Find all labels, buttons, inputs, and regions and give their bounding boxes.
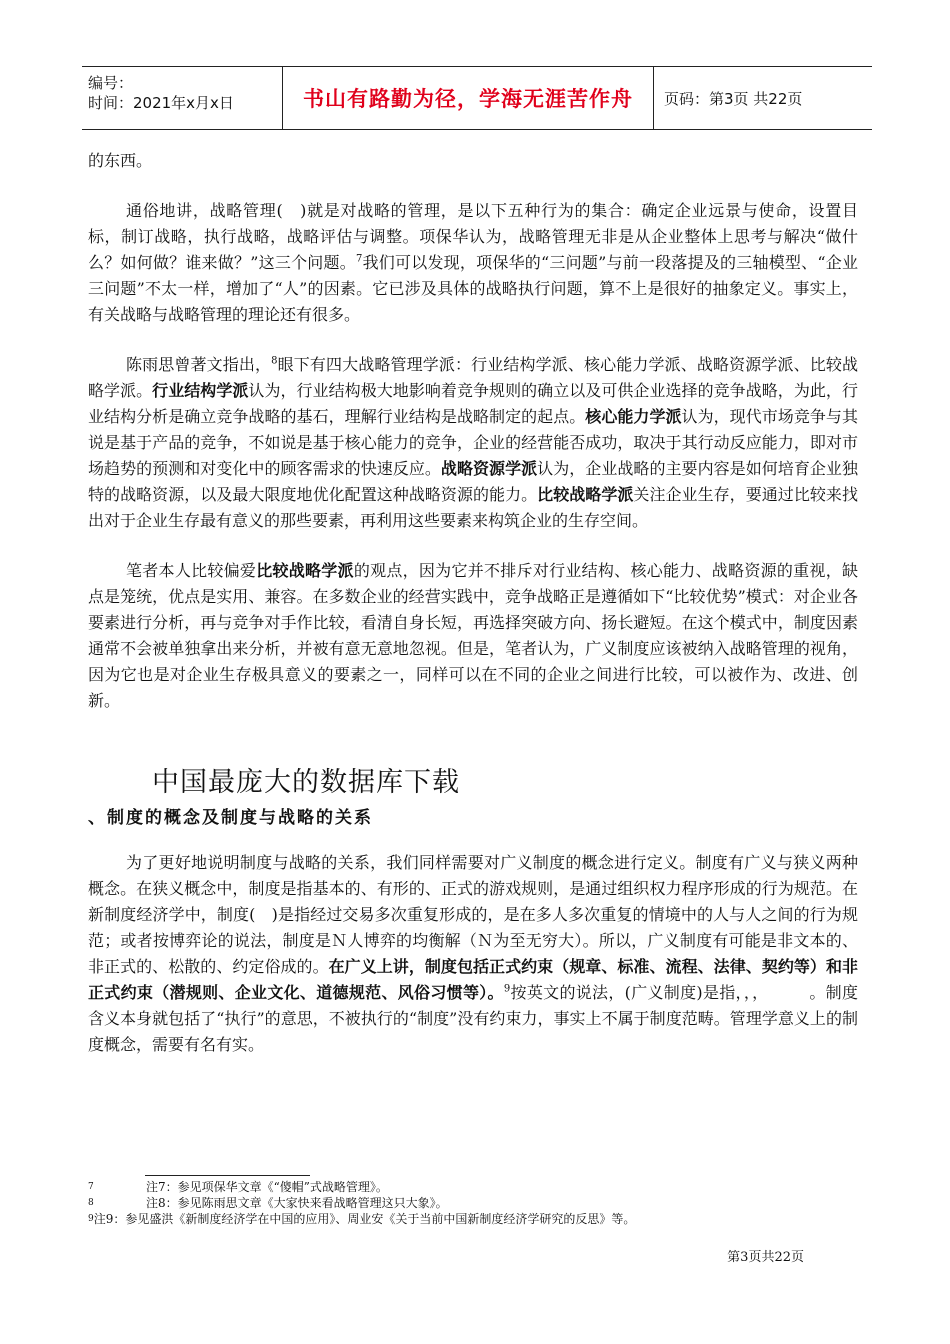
footnote-item: 9 注9：参见盛洪《新制度经济学在中国的应用》、周业安《关于当前中国新制度经济学研究的反思》等。 <box>88 1212 636 1226</box>
bold-comparative-strategy-school: 比较战略学派 <box>537 485 634 504</box>
footnote-ref-8: 8 <box>271 355 278 367</box>
document-number-label: 编号： <box>88 74 134 92</box>
bold-industry-structure-school: 行业结构学派 <box>152 381 249 400</box>
section-heading: 、制度的概念及制度与战略的关系 <box>88 808 373 828</box>
database-banner-title: 中国最庞大的数据库下载 <box>152 767 460 798</box>
header-meta <box>82 67 282 129</box>
document-time-label: 时间：2021年x月x日 <box>88 94 234 112</box>
header-motto: 书山有路勤为径，学海无涯苦作舟 <box>282 67 654 129</box>
page-footer: 第3页共22页 <box>727 1250 804 1265</box>
paragraph-strategy-management: 通俗地讲，战略管理( )就是对战略的管理，是以下五种行为的集合：确定企业远景与使命，设置目标，制订战略，执行战略，战略评估与调整。项保华认为，战略管理无非是从企业整体上思考与解决“做什么？如何做？谁来做？”这三个问题。$^7$我们可以发现，项保华的“三问题”与前一段落提及的三轴模型、“企业三问题”不太一样，增加了“人”的因素。它已涉及具体的战略执行问题，算不上是很好的抽象定义。事实上，有关战略与战略管理的理论还有很多。 <box>88 201 858 324</box>
bold-broad-institution-definition: 在广义上讲，制度包括正式约束（规章、标准、流程、法律、契约等）和非正式约束（潜规则、企业文化、道德规范、风俗习惯等）。 <box>88 957 858 1002</box>
paragraph-continuation: 的东西。 <box>88 151 153 170</box>
document-body <box>88 148 858 1058</box>
bold-core-competence-school: 核心能力学派 <box>585 407 682 426</box>
footnote-item: 7 注7：参见项保华文章《“傻帽”式战略管理》。 <box>88 1180 388 1194</box>
footnotes <box>88 1179 858 1227</box>
paragraph-strategy-schools: 陈雨思曾著文指出，$^8$眼下有四大战略管理学派：行业结构学派、核心能力学派、战略资源学派、比较战略学派。行业结构学派认为，行业结构极大地影响着竞争规则的确立以及可供企业选择的竞争战略，为此，行业结构分析是确立竞争战略的基石，理解行业结构是战略制定的起点。核心能力学派认为，现代市场竞争与其说是基于产品的竞争，不如说是基于核心能力的竞争，企业的经营能否成功，取决于其行动反应能力，即对市场趋势的预测和对变化中的顾客需求的快速反应。战略资源学派认为，企业战略的主要内容是如何培育企业独特的战略资源，以及最大限度地优化配置这种战略资源的能力。比较战略学派关注企业生存，要通过比较来找出对于企业生存最有意义的那些要素，再利用这些要素来构筑企业的生存空间。 <box>88 355 858 530</box>
paragraph-author-view: 笔者本人比较偏爱比较战略学派的观点，因为它并不排斥对行业结构、核心能力、战略资源的重视，缺点是笼统，优点是实用、兼容。在多数企业的经营实践中，竞争战略正是遵循如下“比较优势”模式：对企业各要素进行分析，再与竞争对手作比较，看清自身长短，再选择突破方向、扬长避短。在这个模式中，制度因素通常不会被单独拿出来分析，并被有意无意地忽视。但是，笔者认为，广义制度应该被纳入战略管理的视角，因为它也是对企业生存极具意义的要素之一，同样可以在不同的企业之间进行比较，可以被作为、改进、创新。 <box>88 561 858 710</box>
paragraph-institution-concept: 为了更好地说明制度与战略的关系，我们同样需要对广义制度的概念进行定义。制度有广义与狭义两种概念。在狭义概念中，制度是指基本的、有形的、正式的游戏规则，是通过组织权力程序形成的行为规范。在新制度经济学中，制度( )是指经过交易多次重复形成的，是在多人多次重复的情境中的人与人之间的行为规范；或者按博弈论的说法，制度是Ｎ人博弈的均衡解（Ｎ为至无穷大）。所以，广义制度有可能是非文本的、非正式的、松散的、约定俗成的。在广义上讲，制度包括正式约束（规章、标准、流程、法律、契约等）和非正式约束（潜规则、企业文化、道德规范、风俗习惯等）。$^9$按英文的说法，(广义制度)是指，，， 。制度含义本身就包括了“执行”的意思，不被执行的“制度”没有约束力，事实上不属于制度范畴。管理学意义上的制度概念，需要有名有实。 <box>88 853 858 1054</box>
bold-comparative-strategy-school-2: 比较战略学派 <box>256 561 354 580</box>
footnote-separator <box>145 1175 310 1176</box>
footnote-ref-9: 9 <box>503 983 511 995</box>
footnote-ref-7: 7 <box>355 253 363 265</box>
bold-strategic-resource-school: 战略资源学派 <box>440 459 538 478</box>
page-header <box>82 66 872 130</box>
footnote-item: 8 注8：参见陈雨思文章《大家快来看战略管理这只大象》。 <box>88 1196 448 1210</box>
header-page-info: 页码：第3页 共22页 <box>664 89 803 108</box>
